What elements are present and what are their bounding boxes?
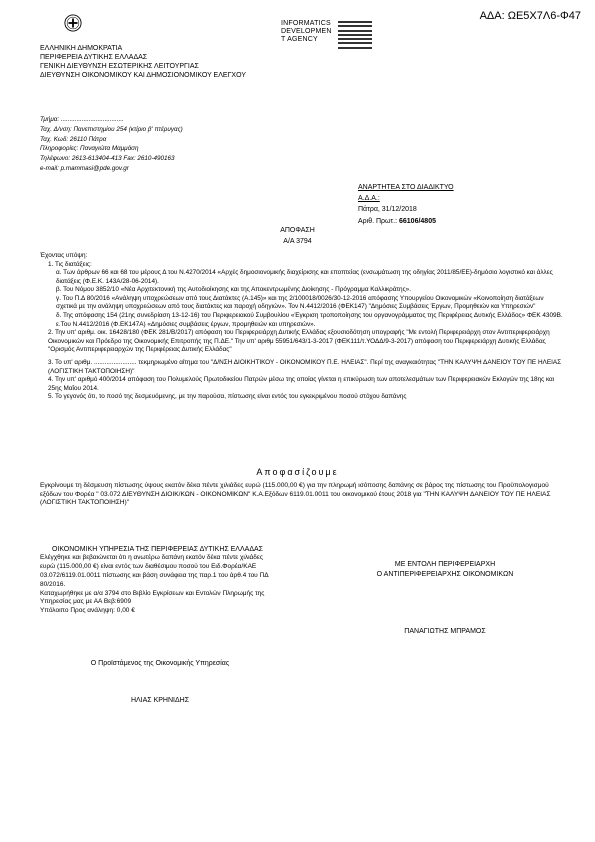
document-date: Πάτρα, 31/12/2018: [358, 206, 417, 214]
financial-service-block: [40, 545, 275, 616]
approval-text: Εγκρίνουμε τη δέσμευση πίστωσης ύψους εκατόν δέκα πέντε χιλιάδες ευρώ (115.000,00 €) για την πληρωμή ισόποσης δαπάνης σε βάρος της πίστωσης του Προϋπολογισμού εξόδων του Φορέα " 03.072 ΔΙΕΥΘΥΝΣΗ ΔΙΟΙΚ/ΚΩΝ - ΟΙΚΟΝΟΜΙΚΩΝ" Κ.Α.Εξόδων 6119.01.0011 του οικονομικού έτους 2018 για "ΤΗΝ ΚΑΛΥΨΗ ΔΑΝΕΙΟΥ ΤΟΥ ΠΕ ΗΛΕΙΑΣ (ΛΟΓΙΣΤΙΚΗ ΤΑΚΤΟΠΟΙΗΣΗ)": [40, 482, 551, 507]
item-3: 3. Το υπ' αριθμ. ........................ τεκμηριωμένο αίτημα του "Δ/ΝΣΗ ΔΙΟΙΚΗΤΙΚΟΥ - ΟΙΚΟΝΟΜΙΚΟΥ Π.Ε. ΗΛΕΙΑΣ". Περί της αναγκαιότητας "ΤΗΝ ΚΑΛΥΨΗ ΔΑΝΕΙΟΥ ΤΟΥ ΠΕ ΗΛΕΙΑΣ (ΛΟΓΙΣΤΙΚΗ ΤΑΚΤΟΠΟΙΗΣΗ)": [48, 358, 562, 375]
org-line: ΠΕΡΙΦΕΡΕΙΑ ΔΥΤΙΚΗΣ ΕΛΛΑΔΑΣ: [40, 54, 148, 62]
greek-emblem-icon: [64, 14, 82, 32]
organization-header: [40, 44, 246, 80]
org-line: ΓΕΝΙΚΗ ΔΙΕΥΘΥΝΣΗ ΕΣΩΤΕΡΙΚΗΣ ΛΕΙΤΟΥΡΓΙΑΣ: [40, 63, 199, 71]
infodev-line: DEVELOPMEN: [281, 28, 332, 36]
considerations: [40, 252, 565, 402]
item-1c: γ. Του Π.Δ 80/2016 «Ανάληψη υποχρεώσεων από τους Διατάκτες (Α.145)» και της 2/100018/0026/30-12-2016 απόφασης Υπουργείου Οικονομικών «Κοινοποίηση διατάξεων σχετικά με την ανάληψη υποχρεώσεων από τους διατάκτες και παροχή οδηγιών». Τον Ν.4412/2016 (ΦΕΚ147) "Δημόσιες Συμβάσεις Έργων, Προμηθειών και Υπηρεσιών": [56, 294, 544, 311]
right-info-block: [358, 182, 454, 227]
financial-service-text-2: Καταχωρήθηκε με α/α 3794 στο Βιβλίο Εγκρίσεων και Εντολών Πληρωμής της Υπηρεσίας μας με ΑΑ Βεβ:6909: [40, 589, 265, 606]
item-1b: β. Του Νόμου 3852/10 «Νέα Αρχιτεκτονική της Αυτοδιοίκησης και της Αποκεντρωμένης Διοίκησης - Πρόγραμμα Καλλικράτης».: [56, 286, 412, 294]
infodev-line: INFORMATICS: [281, 20, 331, 27]
item-2: 2. Την υπ' αριθμ. οικ. 16428/180 (ΦΕΚ 281/Β/2017) απόφαση του Περιφερειάρχη Δυτικής Ελλάδας εξουσιοδότηση υπογραφής "Με εντολή Περιφερειάρχη στον Αντιπεριφερειάρχη Οικονομικών και Πρόεδρο της Οικονομικής Επιτροπής της Π.ΔΕ." Την υπ' αριθμ 55951/643/1-3-2017 (ΦΕΚ111/τ.ΥΟΔΔ/9-3-2017) απόφαση του Περιφερειάρχη Δυτικής Ελλάδας "Ορισμός Αντιπεριφερειαρχών της Περιφέρειας Δυτικής Ελλάδας": [48, 329, 550, 354]
financial-service-text-1: Ελέγχθηκε και βεβαιώνεται ότι η ανωτέρω δαπάνη εκατόν δέκα πέντε χιλιάδες ευρώ (115.000,00 €) είναι εντός των διαθέσιμου ποσού του Ειδ.Φορέα/ΚΑΕ 03.072/6119.01.0011 πίστωσης και βάση συνάφεια της παρ.1 του άρθ.4 του ΠΔ 80/2016.: [40, 554, 269, 588]
ada-code: ΑΔΑ: ΩΕ5Χ7Λ6-Φ47: [479, 10, 581, 22]
remaining-balance: Υπόλοιπο Προς ανάληψη: 0,00 €: [40, 607, 135, 615]
decision-header: [0, 225, 595, 247]
head-of-service-name: ΗΛΙΑΣ ΚΡΗΝΙΔΗΣ: [130, 697, 190, 704]
signatory-line-2: Ο ΑΝΤΙΠΕΡΙΦΕΡΕΙΑΡΧΗΣ ΟΙΚΟΝΟΜΙΚΩΝ: [376, 570, 514, 578]
signatory-line-1: ΜΕ ΕΝΤΟΛΗ ΠΕΡΙΦΕΡΕΙΑΡΧΗ: [394, 561, 496, 568]
signatory-name: ΠΑΝΑΓΙΩΤΗΣ ΜΠΡΑΜΟΣ: [404, 628, 486, 635]
financial-service-title: ΟΙΚΟΝΟΜΙΚΗ ΥΠΗΡΕΣΙΑ ΤΗΣ ΠΕΡΙΦΕΡΕΙΑΣ ΔΥΤΙΚΗΣ ΕΛΛΑΔΑΣ: [51, 546, 264, 553]
item-5: 5. Το γεγονός ότι, το ποσό της δεσμευόμενης, με την παρούσα, πίστωσης είναι εντός του εγκεκριμένου ποσού στόχου δαπάνης: [48, 393, 407, 401]
phone-line: Τηλέφωνο: 2613-613404-413 Fax: 2610-490163: [40, 155, 175, 162]
item-1e: ε.Του Ν.4412/2016 (Φ.ΕΚ147Α) «Δημόσιες συμβάσεις έργων, προμηθειών και υπηρεσιών».: [56, 320, 316, 328]
org-line: ΔΙΕΥΘΥΝΣΗ ΟΙΚΟΝΟΜΙΚΟΥ ΚΑΙ ΔΗΜΟΣΙΟΝΟΜΙΚΟΥ ΕΛΕΓΧΟΥ: [40, 72, 246, 80]
org-line: ΕΛΛΗΝΙΚΗ ΔΗΜΟΚΡΑΤΙΑ: [40, 45, 123, 52]
infodev-logo-icon: [338, 21, 372, 51]
info-line: Πληροφορίες: Παναγιώτα Μαμμάση: [40, 145, 139, 153]
item-1: 1. Τις διατάξεις:: [48, 260, 92, 268]
post-label: ΑΝΑΡΤΗΤΕΑ ΣΤΟ ΔΙΑΔΙΚΤΥΟ: [358, 184, 454, 191]
decision-title: ΑΠΟΦΑΣΗ: [280, 227, 315, 234]
item-1d: δ. Της απόφασης 154 (21ης συνεδρίαση 13-12-16) του Περιφερειακού Συμβουλίου «Έγκριση τροποποίησης του οργανογράμματος της Περιφέρειας Δυτικής Ελλάδος» ΦΕΚ 4309Β.: [56, 312, 563, 320]
head-of-service-title: Ο Προϊστάμενος της Οικονομικής Υπηρεσίας: [90, 660, 230, 667]
decision-number: Α/Α 3794: [283, 238, 312, 246]
postcode-line: Ταχ. Κωδ: 26110 Πάτρα: [40, 135, 107, 143]
contact-block: [40, 115, 183, 174]
ada-label: Α.Δ.Α.:: [358, 195, 380, 203]
item-4: 4. Την υπ' αριθμό 400/2014 απόφαση του Πολυμελούς Πρωτοδικείου Πατρών μέσω της οποίας γίνεται η επικύρωση των αποτελεσμάτων των Περιφερειακών Εκλογών της 18ης και 25ης Μαΐου 2014.: [48, 376, 555, 392]
email-line[interactable]: e-mail: p.mammasi@pde.gov.gr: [40, 164, 129, 172]
item-1a: α. Των άρθρων 66 και 68 του μέρους Δ του Ν.4270/2014 «Αρχές δημοσιονομικής διαχείρισης και εποπτείας (ενσωμάτωση της οδηγίας 2011/85/ΕΕ)-δημόσιο λογιστικό και άλλες διατάξεις (Φ.Ε.Κ. 143Α/28-06-2014).: [56, 269, 553, 285]
protocol-number: 66106/4805: [399, 217, 436, 225]
address-line: Ταχ. Δ/νση: Πανεπιστημίου 254 (κτίριο β' πτέρυγας): [40, 125, 183, 133]
infodev-line: T AGENCY: [281, 36, 318, 44]
considering-label: Έχοντας υπόψη:: [40, 252, 88, 259]
decision-heading: Αποφασίζουμε: [256, 467, 339, 477]
section-line: Τμήμα: ....................................: [40, 116, 124, 123]
infodev-logo-text: [281, 20, 332, 44]
signatory-block: [330, 560, 560, 580]
protocol-prefix: Αριθ. Πρωτ.:: [358, 217, 399, 225]
